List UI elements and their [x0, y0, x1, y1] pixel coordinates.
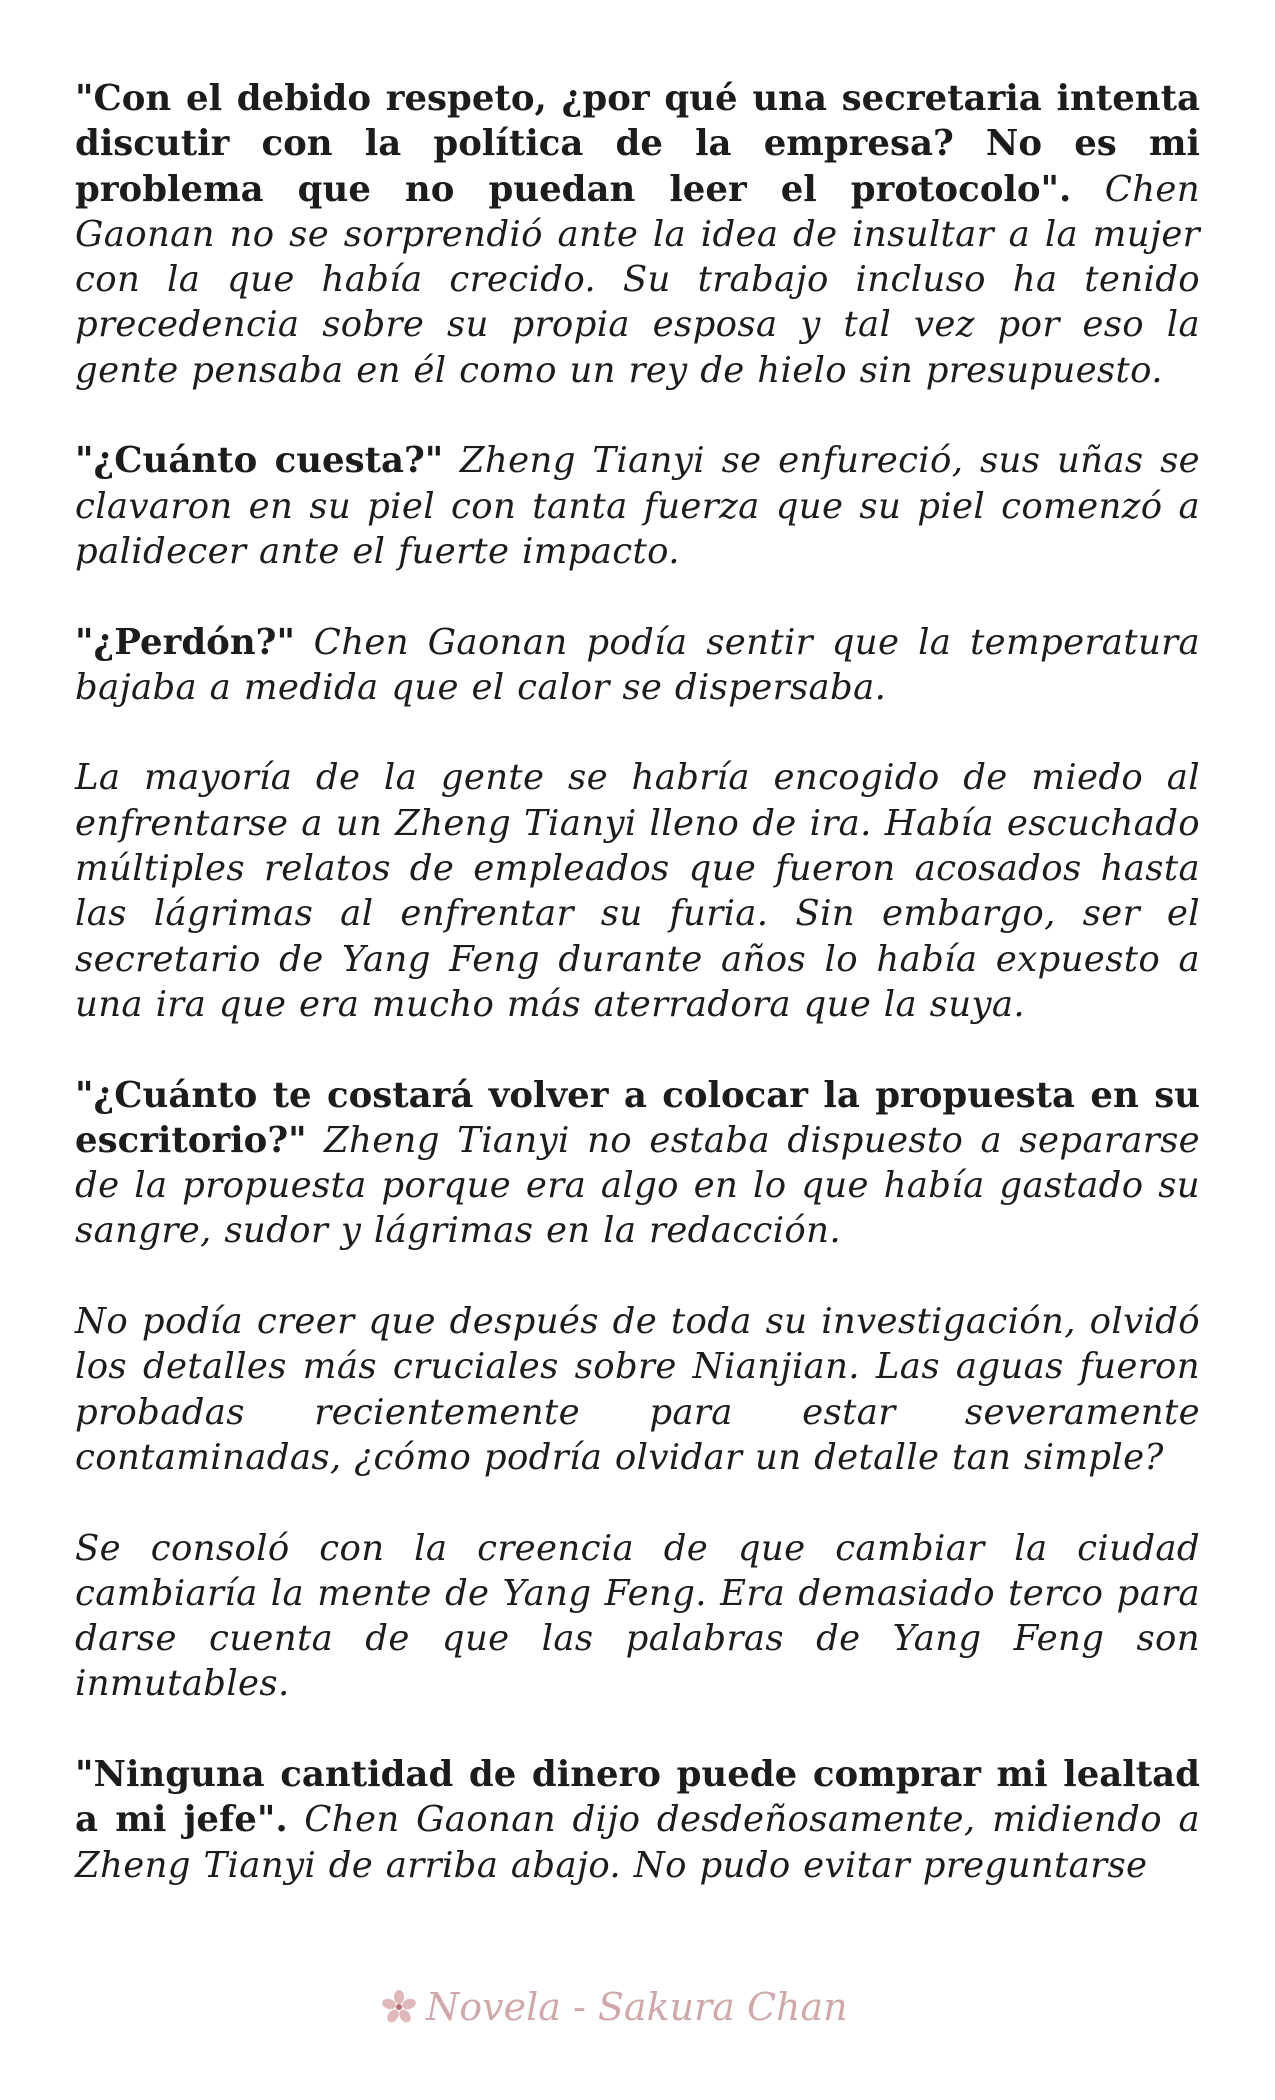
dialogue: "Con el debido respeto, ¿por qué una secretaria intenta discutir con la política de la empresa? No es mi problema que no puedan leer el protocolo".	[75, 78, 1200, 210]
dialogue: "¿Cuánto cuesta?"	[75, 440, 444, 482]
document-body	[75, 76, 1200, 1933]
narration: Chen Gaonan no se sorprendió ante la idea de insultar a la mujer con la que había crecido. Su trabajo incluso ha tenido precedencia sobre su propia esposa y tal vez por eso la gente pensaba en él como un rey de hielo sin presupuesto.	[75, 168, 1201, 391]
paragraph-8	[75, 1752, 1200, 1888]
dialogue: "¿Cuánto te costará volver a colocar la propuesta en su escritorio?"	[75, 1074, 1200, 1161]
narration: Zheng Tianyi no estaba dispuesto a separarse de la propuesta porque era algo en lo que había gastado su sangre, sudor y lágrimas en la redacción.	[75, 1119, 1200, 1252]
dialogue: "Ninguna cantidad de dinero puede comprar mi lealtad a mi jefe".	[75, 1753, 1200, 1841]
paragraph-6	[75, 1299, 1200, 1480]
narration: La mayoría de la gente se habría encogido de miedo al enfrentarse a un Zheng Tianyi lleno de ira. Había escuchado múltiples relatos de empleados que fueron acosados hasta las lágrimas al enfrentar su furia. Sin embargo, ser el secretario de Yang Feng durante años lo había expuesto a una ira que era mucho más aterradora que la suya.	[75, 757, 1200, 1025]
paragraph-5	[75, 1073, 1200, 1254]
narration: No podía creer que después de toda su investigación, olvidó los detalles más cruciales sobre Nianjian. Las aguas fueron probadas recientemente para estar severamente contaminadas, ¿cómo podría olvidar un detalle tan simple?	[75, 1301, 1200, 1478]
dialogue: "¿Perdón?"	[75, 621, 295, 663]
sakura-flower-icon	[380, 1988, 418, 2026]
paragraph-2	[75, 438, 1200, 574]
paragraph-4	[75, 755, 1200, 1027]
narration: Chen Gaonan dijo desdeñosamente, midiendo a Zheng Tianyi de arriba abajo. No pudo evitar preguntarse	[75, 1799, 1200, 1886]
narration: Se consoló con la creencia de que cambiar la ciudad cambiaría la mente de Yang Feng. Era demasiado terco para darse cuenta de que las palabras de Yang Feng son inmutables.	[75, 1527, 1200, 1705]
narration: Chen Gaonan podía sentir que la temperatura bajaba a medida que el calor se dispersaba.	[75, 621, 1200, 708]
narration: Zheng Tianyi se enfureció, sus uñas se clavaron en su piel con tanta fuerza que su piel comenzó a palidecer ante el fuerte impacto.	[75, 440, 1200, 572]
watermark	[380, 1982, 848, 2032]
watermark-text: Novela - Sakura Chan	[426, 1985, 848, 2029]
paragraph-7	[75, 1526, 1200, 1707]
paragraph-1	[75, 76, 1200, 393]
paragraph-3	[75, 620, 1200, 711]
